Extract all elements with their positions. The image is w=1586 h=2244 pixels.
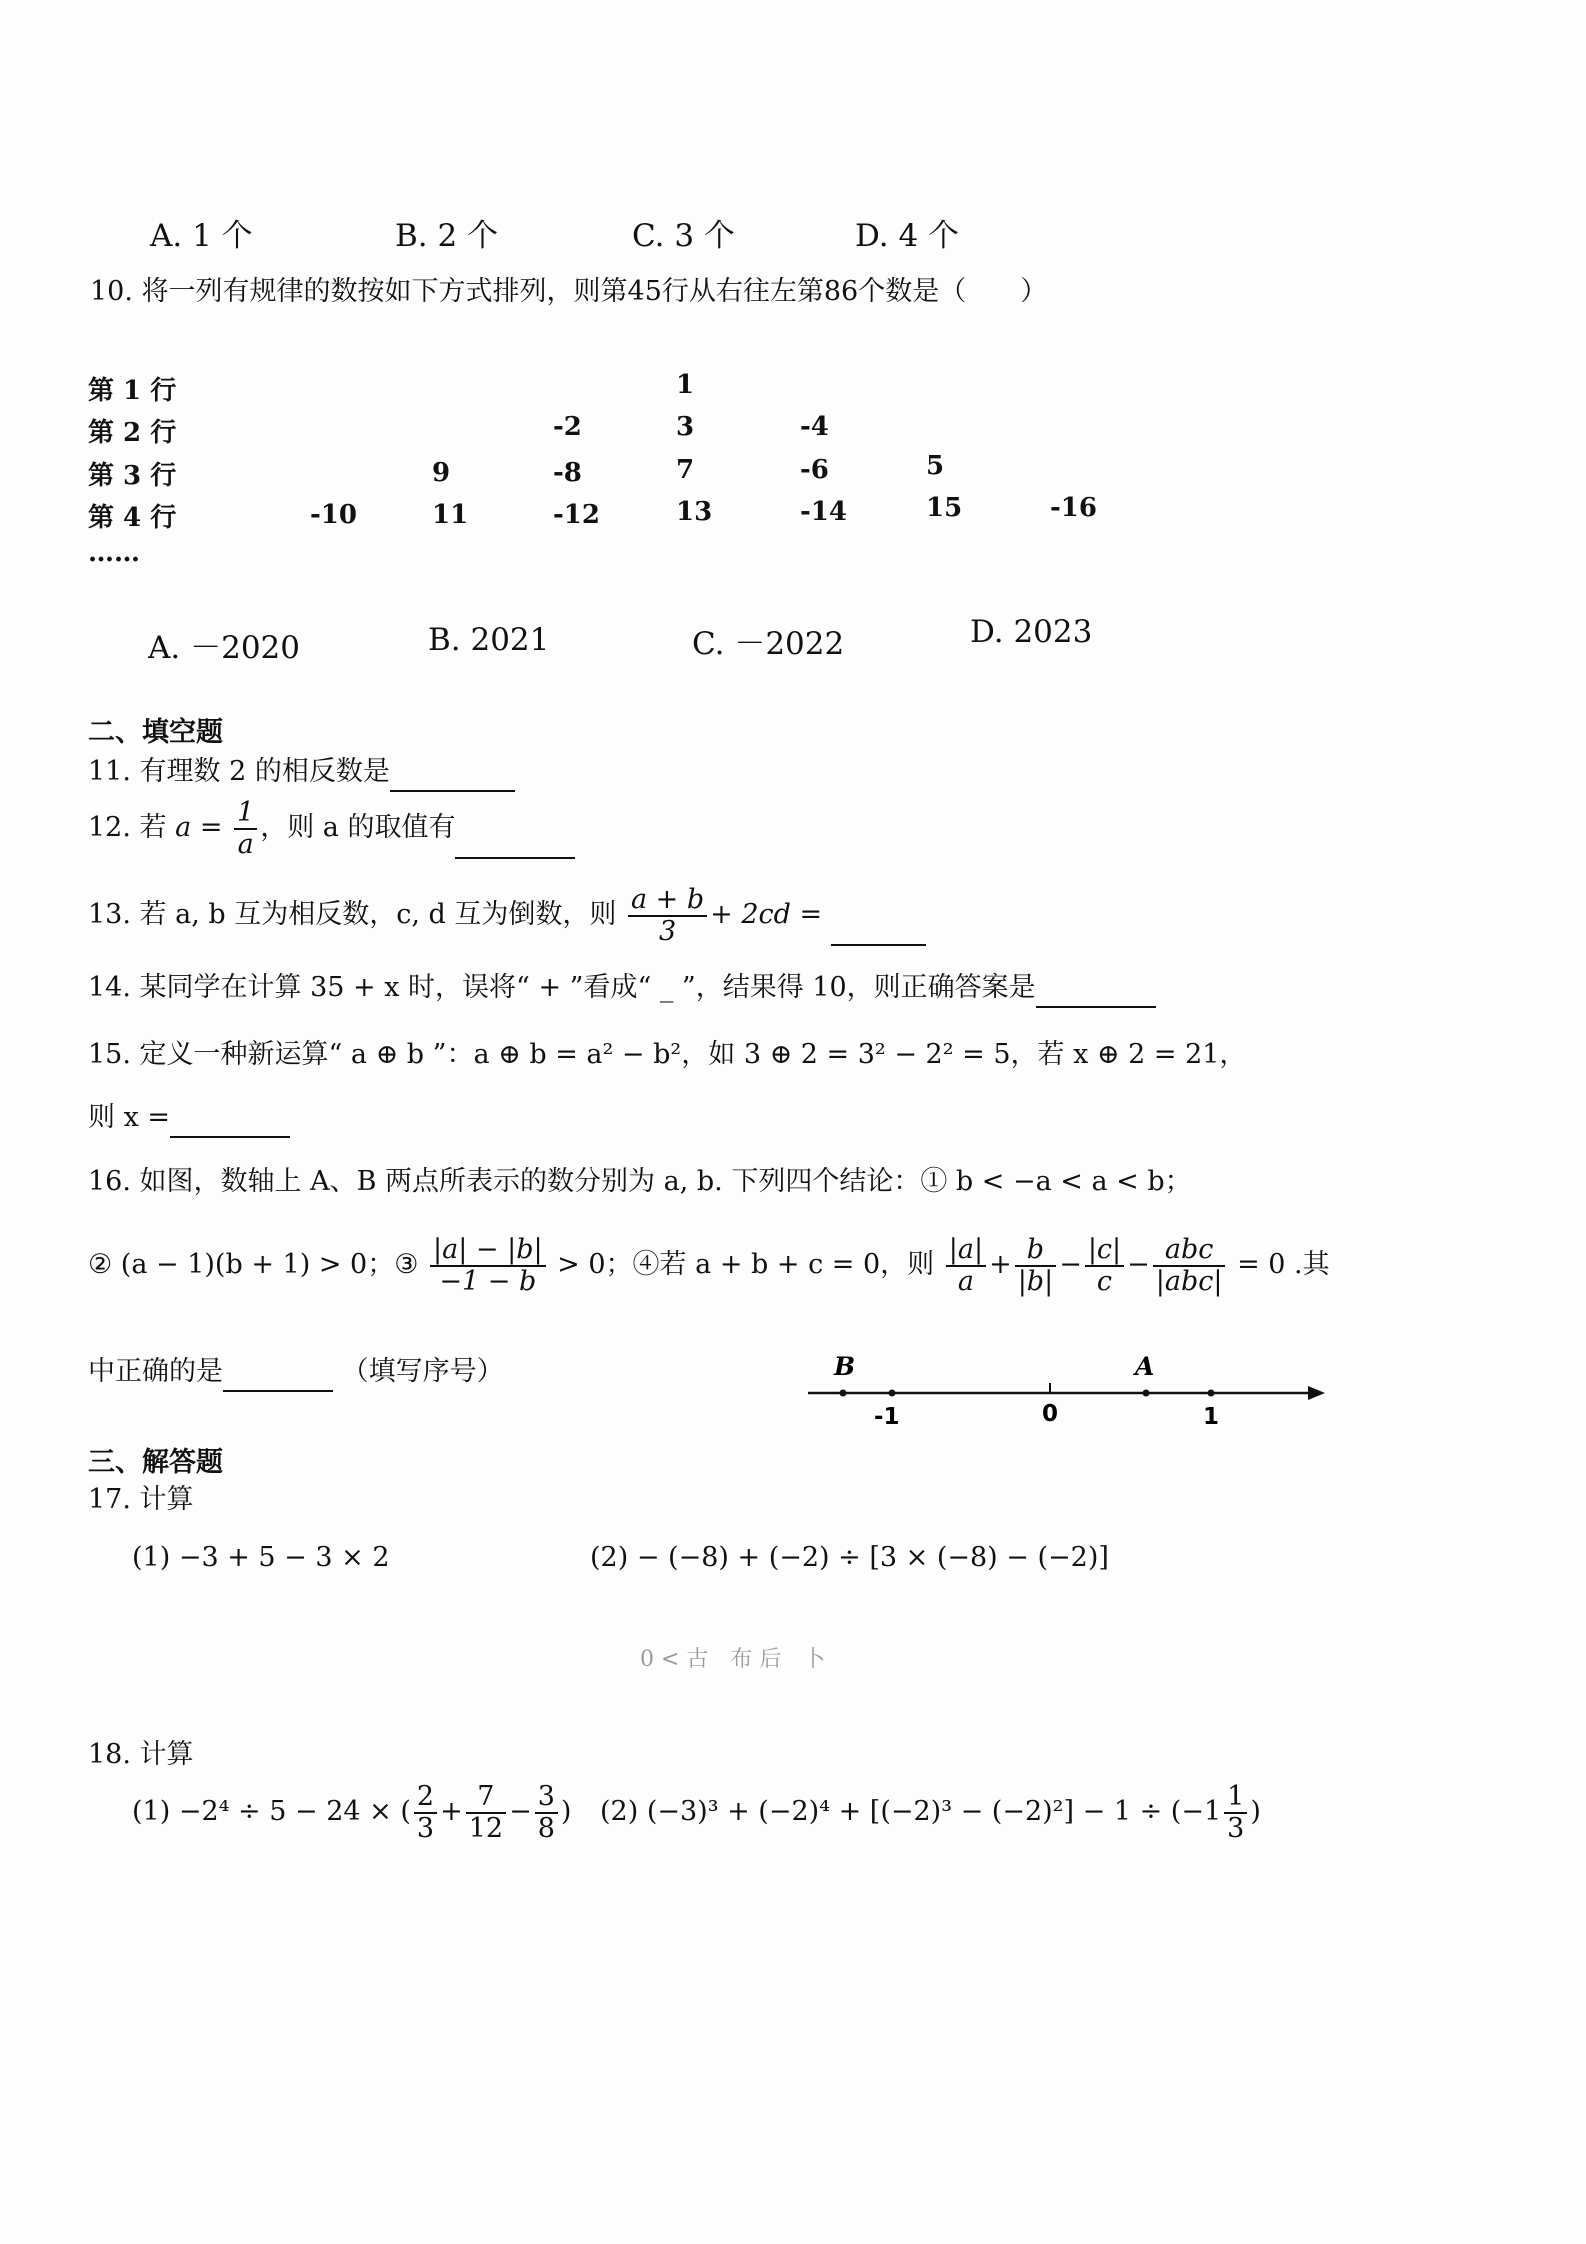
question-17-title: 17. 计算 [88, 1484, 194, 1515]
answer-blank[interactable] [1036, 980, 1156, 1008]
fraction [414, 1782, 437, 1843]
operator: − [509, 1796, 532, 1828]
expr-prefix: (2) (−3)³ + (−2)⁴ + [(−2)³ − (−2)²] − 1 ÷ (−1 [600, 1796, 1222, 1828]
question-17-part-1: (1) −3 + 5 − 3 × 2 [132, 1542, 390, 1573]
question-suffix: ，则 a 的取值有 [260, 812, 456, 844]
table-cell: -4 [800, 412, 829, 442]
row-label-4: 第 4 行 [88, 503, 177, 533]
table-cell: -10 [310, 500, 357, 530]
table-cell: 11 [432, 500, 469, 530]
question-16-line3 [88, 1352, 504, 1392]
tick-label-minus-one: -1 [874, 1404, 900, 1425]
numerator: |c| [1085, 1235, 1124, 1267]
question-18-part-1 [132, 1782, 571, 1843]
answer-blank[interactable] [170, 1110, 290, 1138]
conclusion-4-tail: = 0 .其 [1237, 1249, 1330, 1281]
point-b-label: B [834, 1352, 856, 1381]
faint-scan-text: 0 < 古 布 后 卜 [640, 1647, 826, 1672]
q10-option-b: B. 2021 [428, 622, 550, 658]
table-cell: 13 [676, 497, 713, 527]
question-12 [88, 798, 575, 859]
table-cell: -14 [800, 497, 847, 527]
q10-option-a: A. －2020 [148, 630, 300, 666]
numerator: |a| − |b| [430, 1235, 546, 1267]
denominator: 8 [537, 1812, 555, 1844]
fraction-t2 [1015, 1235, 1056, 1296]
denominator: −1 − b [439, 1265, 537, 1297]
numerator: abc [1153, 1235, 1226, 1267]
question-prefix: 13. 若 a, b 互为相反数，c, d 互为倒数，则 [88, 899, 617, 931]
question-14 [88, 968, 1156, 1008]
question-17-part-2: (2) − (−8) + (−2) ÷ [3 × (−8) − (−2)] [590, 1542, 1109, 1573]
question-prefix: 12. 若 [88, 812, 167, 844]
number-line [800, 1345, 1340, 1425]
question-text: 则 x = [88, 1102, 171, 1133]
table-cell: 5 [926, 451, 945, 481]
numerator: 7 [466, 1782, 506, 1814]
q9-option-d: D. 4 个 [855, 218, 960, 254]
question-text: 11. 有理数 2 的相反数是 [88, 756, 390, 787]
table-cell: 15 [926, 493, 963, 523]
expr-prefix: (1) −2⁴ ÷ 5 − 24 × ( [132, 1796, 411, 1828]
fraction [1224, 1782, 1247, 1843]
denominator: 3 [416, 1812, 435, 1844]
point-a-label: A [1135, 1352, 1155, 1381]
question-15-line1: 15. 定义一种新运算“ a ⊕ b ”：a ⊕ b = a² − b²，如 3 ⊕ 2 = 3² − 2² = 5，若 x ⊕ 2 = 21， [88, 1039, 1247, 1070]
q10-stem: 10. 将一列有规律的数按如下方式排列，则第45行从右往左第86个数是（ ） [90, 276, 1048, 307]
expr-suffix: ) [1250, 1796, 1261, 1828]
question-15-line2 [88, 1098, 290, 1138]
denominator: 3 [1227, 1812, 1245, 1844]
section-title-solve: 三、解答题 [88, 1447, 223, 1478]
numerator: 1 [1224, 1782, 1247, 1814]
fraction-t1 [946, 1235, 986, 1296]
table-cell: -12 [553, 500, 600, 530]
question-18-part-2 [600, 1782, 1261, 1843]
fraction [234, 798, 257, 859]
row-label-1: 第 1 行 [88, 376, 177, 406]
ellipsis: …… [88, 538, 140, 568]
conclusion-3-tail: > 0；④若 a + b + c = 0，则 [557, 1249, 935, 1281]
denominator: a [237, 828, 254, 860]
fraction [466, 1782, 506, 1843]
question-11 [88, 752, 515, 792]
var-a: a [175, 812, 192, 844]
row-label-2: 第 2 行 [88, 418, 177, 448]
fraction [628, 885, 707, 946]
equals: = [191, 812, 232, 844]
denominator: |abc| [1155, 1265, 1223, 1297]
table-cell: -6 [800, 455, 829, 485]
table-cell: -2 [553, 412, 582, 442]
fraction-t3 [1085, 1235, 1124, 1296]
answer-blank[interactable] [455, 831, 575, 859]
operator: + [440, 1796, 463, 1828]
question-text: 14. 某同学在计算 35 + x 时，误将“ + ”看成“ _ ”，结果得 10，则正确答案是 [88, 972, 1036, 1003]
answer-blank[interactable] [831, 918, 926, 946]
q9-option-c: C. 3 个 [632, 218, 735, 254]
tick-label-one: 1 [1203, 1404, 1220, 1425]
section-title-fill-in: 二、填空题 [88, 717, 223, 748]
q10-option-c: C. －2022 [692, 626, 845, 662]
denominator: c [1096, 1265, 1113, 1297]
numerator: a + b [628, 885, 707, 917]
numerator: 2 [414, 1782, 437, 1814]
question-16-line1: 16. 如图，数轴上 A、B 两点所表示的数分别为 a, b. 下列四个结论：① b < −a < a < b； [88, 1166, 1192, 1197]
denominator: |b| [1017, 1265, 1054, 1297]
fraction [535, 1782, 558, 1843]
expr-suffix: ) [560, 1796, 572, 1828]
denominator: 12 [468, 1812, 504, 1844]
fraction-c3 [430, 1235, 546, 1296]
numerator: 1 [234, 798, 257, 830]
question-suffix: + 2cd = [710, 899, 823, 931]
q9-option-b: B. 2 个 [395, 218, 499, 254]
table-cell: 1 [676, 370, 695, 400]
conclusion-2: ② (a − 1)(b + 1) > 0；③ [88, 1249, 419, 1281]
question-13 [88, 885, 926, 946]
numerator: 3 [535, 1782, 558, 1814]
row-label-3: 第 3 行 [88, 461, 177, 491]
denominator: 3 [658, 915, 677, 947]
numerator: b [1015, 1235, 1056, 1267]
question-hint: （填写序号） [341, 1356, 504, 1387]
answer-blank[interactable] [223, 1364, 333, 1392]
answer-blank[interactable] [390, 764, 515, 792]
denominator: a [957, 1265, 974, 1297]
table-cell: -8 [553, 458, 582, 488]
table-cell: 3 [676, 412, 695, 442]
numerator: |a| [946, 1235, 986, 1267]
table-cell: -16 [1050, 493, 1097, 523]
q10-option-d: D. 2023 [970, 614, 1093, 650]
fraction-t4 [1153, 1235, 1226, 1296]
table-cell: 9 [432, 458, 451, 488]
table-cell: 7 [676, 455, 695, 485]
tick-label-zero: 0 [1042, 1401, 1059, 1425]
q9-option-a: A. 1 个 [150, 218, 253, 254]
question-16-line2: ② (a − 1)(b + 1) > 0；③ $\frac{|a| - |b|}{-1 - b}$ > 0；④若 a + b + c = 0，则 $\frac{|a|}{a}$ + $\frac{b}{|b|}$ − $\frac{|c|}{c}$ − $\frac{\text{abc}}{\text{|abc|}}$ = 0 .其 [88, 1234, 1330, 1297]
question-text: 中正确的是 [88, 1356, 223, 1387]
question-18-title: 18. 计算 [88, 1739, 194, 1770]
